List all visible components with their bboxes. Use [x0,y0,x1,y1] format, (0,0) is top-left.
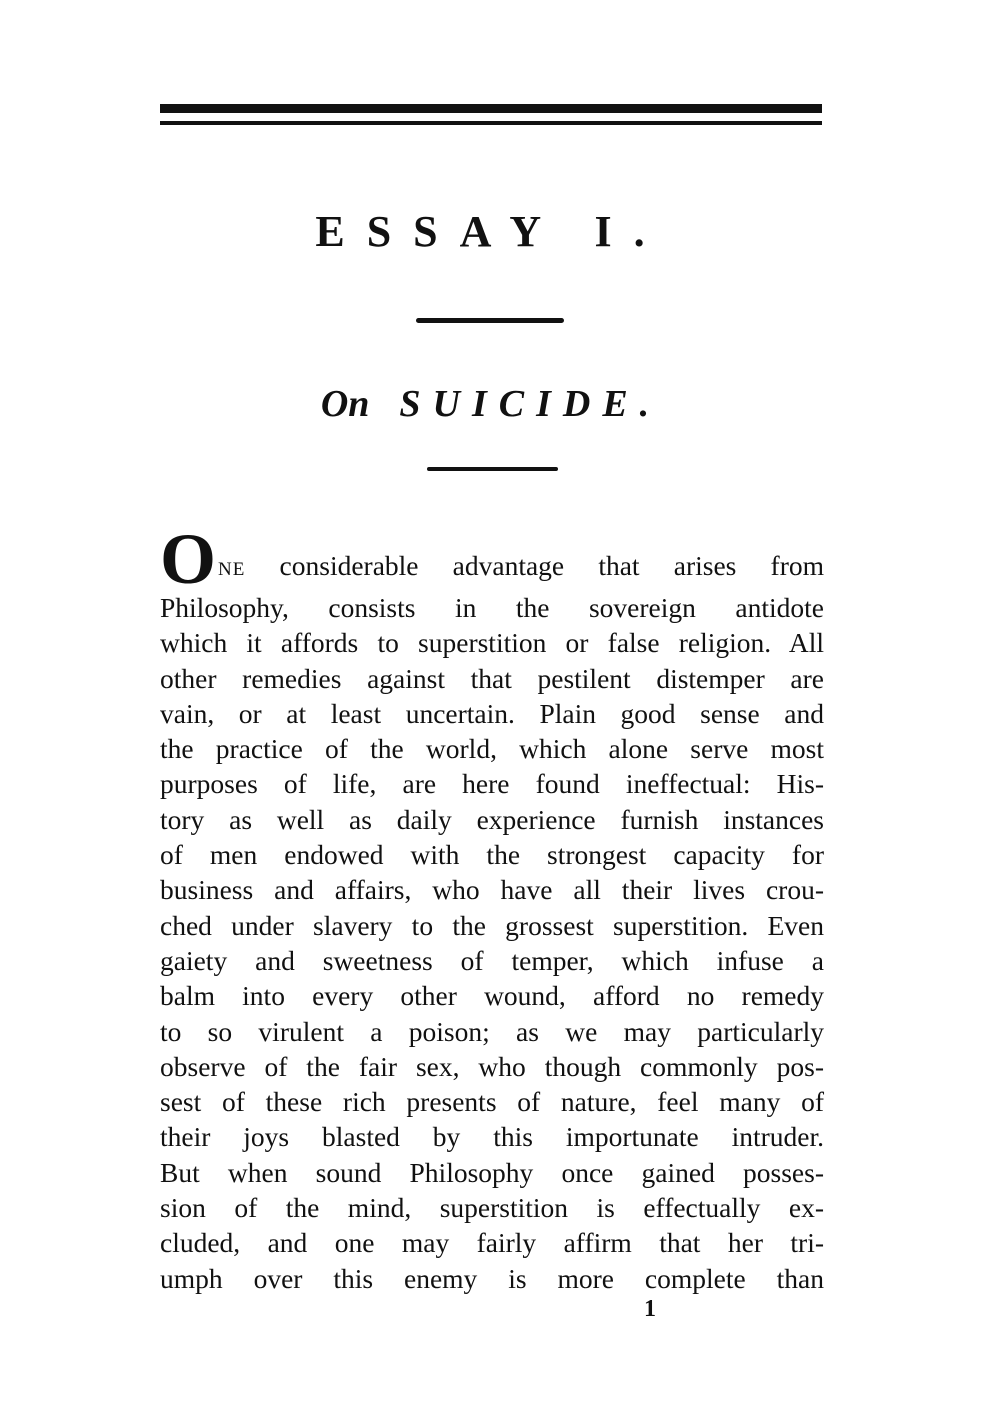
body-line: sest of these rich presents of nature, feel many of [160,1086,824,1118]
body-line: vain, or at least uncertain. Plain good sense and [160,697,824,729]
subtitle-word: SUICIDE. [399,383,662,425]
body-line: Philosophy, consists in the sovereign antidote [160,592,824,623]
essay-subtitle [160,378,822,430]
body-line: to so virulent a poison; as we may particularly [160,1015,824,1047]
body-line: the practice of the world, which alone serve most [160,733,824,765]
body-line: observe of the fair sex, who though commonly pos- [160,1050,824,1082]
body-line: balm into every other wound, afford no remedy [160,980,824,1012]
body-line: But when sound Philosophy once gained posses- [160,1156,824,1188]
page-number: 1 [644,1296,656,1322]
body-line: sion of the mind, superstition is effectually ex- [160,1192,824,1224]
subtitle-prefix: On [320,383,370,425]
body-line: ched under slavery to the grossest superstition. Even [160,909,824,941]
body-line: cluded, and one may fairly affirm that her tri- [160,1227,824,1259]
drop-cap: O [160,519,217,599]
first-word-smallcaps: NE [218,559,246,580]
body-line: other remedies against that pestilent distemper are [160,662,824,694]
body-line: their joys blasted by this importunate intruder. [160,1121,824,1153]
body-line: umph over this enemy is more complete than [160,1262,824,1294]
body-line: of men endowed with the strongest capacity for [160,839,824,871]
header-rule-thin [160,121,822,125]
title-ornament-rule [416,318,564,323]
body-line: business and affairs, who have all their lives crou- [160,874,824,906]
body-line: gaiety and sweetness of temper, which infuse a [160,944,824,976]
essay-body [160,518,824,1296]
body-line: tory as well as daily experience furnish instances [160,803,824,835]
header-rule-thick [160,104,822,113]
body-line-first [160,518,825,599]
subtitle-ornament-rule [427,467,558,471]
first-line-text [218,548,824,590]
essay-title: ESSAY I. [315,207,667,256]
body-line: purposes of life, are here found ineffectual: His- [160,768,824,800]
first-line-rest: considerable advantage that arises from [279,550,825,581]
body-line: which it affords to superstition or false religion. All [160,627,824,659]
